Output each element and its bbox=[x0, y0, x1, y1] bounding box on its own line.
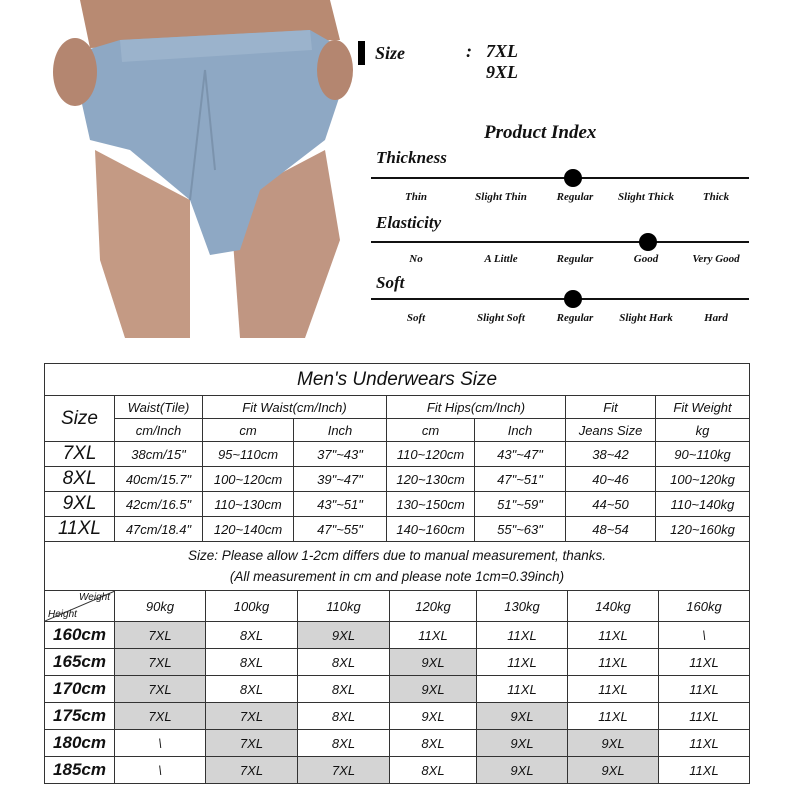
table-row bbox=[45, 442, 750, 467]
size-colon: : bbox=[466, 41, 472, 61]
cell: 120~160kg bbox=[656, 517, 750, 542]
height-cell: 170cm bbox=[45, 676, 115, 703]
scale-label: Good bbox=[633, 253, 659, 265]
table-row bbox=[45, 517, 750, 542]
weight-label: Weight bbox=[79, 592, 110, 603]
size-recommendation-cell: 8XL bbox=[206, 676, 298, 703]
size-recommendation-cell: 7XL bbox=[206, 730, 298, 757]
elasticity-title: Elasticity bbox=[376, 213, 442, 232]
size-recommendation-cell: 11XL bbox=[568, 622, 659, 649]
size-recommendation-cell: 8XL bbox=[206, 649, 298, 676]
row-size: 9XL bbox=[45, 492, 115, 517]
cell: 47cm/18.4" bbox=[115, 517, 203, 542]
product-photo bbox=[40, 0, 356, 338]
height-label: Height bbox=[48, 609, 77, 620]
size-recommendation-cell: 8XL bbox=[390, 730, 477, 757]
col-header: Waist(Tile) bbox=[115, 396, 203, 419]
cell: 38cm/15" bbox=[115, 442, 203, 467]
scale-label: Hard bbox=[704, 312, 728, 324]
sub-header: cm/Inch bbox=[115, 419, 203, 442]
weight-header: 120kg bbox=[390, 591, 477, 622]
scale-label: Regular bbox=[556, 253, 594, 265]
thickness-indicator bbox=[564, 169, 582, 187]
size-table-title: Men's Underwears Size bbox=[45, 364, 750, 396]
size-marker bbox=[358, 41, 365, 65]
elasticity-indicator bbox=[639, 233, 657, 251]
size-recommendation-cell: 9XL bbox=[568, 757, 659, 784]
weight-header: 110kg bbox=[298, 591, 390, 622]
scale-label: Slight Soft bbox=[477, 312, 525, 324]
cell: 42cm/16.5" bbox=[115, 492, 203, 517]
size-recommendation-cell: 9XL bbox=[390, 703, 477, 730]
size-recommendation-cell: 8XL bbox=[298, 676, 390, 703]
sub-header: Inch bbox=[294, 419, 387, 442]
size-recommendation-cell: 11XL bbox=[568, 703, 659, 730]
size-label: Size bbox=[375, 42, 406, 63]
size-recommendation-cell: 9XL bbox=[568, 730, 659, 757]
size-table bbox=[44, 363, 750, 591]
size-recommendation-cell: 7XL bbox=[206, 757, 298, 784]
col-header: Fit bbox=[566, 396, 656, 419]
cell: 110~130cm bbox=[203, 492, 294, 517]
size-recommendation-cell: 11XL bbox=[659, 757, 750, 784]
size-recommendation-cell: 8XL bbox=[298, 649, 390, 676]
weight-header: 100kg bbox=[206, 591, 298, 622]
cell: 43"~51" bbox=[294, 492, 387, 517]
size-recommendation-cell: 7XL bbox=[115, 676, 206, 703]
elasticity-scale bbox=[371, 241, 749, 243]
weight-header: 160kg bbox=[659, 591, 750, 622]
scale-label: Regular bbox=[556, 191, 594, 203]
size-recommendation-cell: 11XL bbox=[659, 676, 750, 703]
cell: 110~140kg bbox=[656, 492, 750, 517]
cell: 55"~63" bbox=[475, 517, 566, 542]
table-row bbox=[45, 730, 750, 757]
size-recommendation-cell: 11XL bbox=[477, 676, 568, 703]
cell: 110~120cm bbox=[387, 442, 475, 467]
size-chart bbox=[44, 363, 750, 784]
size-recommendation-cell: 8XL bbox=[298, 703, 390, 730]
size-header: Size bbox=[45, 396, 115, 442]
measurement-note bbox=[45, 542, 750, 591]
sub-header: Jeans Size bbox=[566, 419, 656, 442]
scale-label: No bbox=[409, 253, 423, 265]
size-info bbox=[358, 40, 519, 82]
cell: 47"~55" bbox=[294, 517, 387, 542]
sub-header: cm bbox=[387, 419, 475, 442]
cell: 120~140cm bbox=[203, 517, 294, 542]
size-recommendation-cell: 11XL bbox=[477, 622, 568, 649]
size-recommendation-cell: 7XL bbox=[115, 622, 206, 649]
size-recommendation-cell: 11XL bbox=[390, 622, 477, 649]
height-cell: 185cm bbox=[45, 757, 115, 784]
size-recommendation-cell: 8XL bbox=[390, 757, 477, 784]
cell: 51"~59" bbox=[475, 492, 566, 517]
size-recommendation-cell: 9XL bbox=[477, 703, 568, 730]
sub-header: Inch bbox=[475, 419, 566, 442]
table-row bbox=[45, 649, 750, 676]
cell: 40~46 bbox=[566, 467, 656, 492]
sub-header: kg bbox=[656, 419, 750, 442]
table-row bbox=[45, 676, 750, 703]
size-recommendation-cell: 8XL bbox=[206, 622, 298, 649]
product-index-title: Product Index bbox=[484, 122, 597, 143]
cell: 140~160cm bbox=[387, 517, 475, 542]
col-header: Fit Hips(cm/Inch) bbox=[387, 396, 566, 419]
sub-header: cm bbox=[203, 419, 294, 442]
size-recommendation-cell: 11XL bbox=[659, 703, 750, 730]
size-recommendation-cell: 11XL bbox=[477, 649, 568, 676]
size-recommendation-cell: \ bbox=[659, 622, 750, 649]
cell: 100~120cm bbox=[203, 467, 294, 492]
size-recommendation-cell: 9XL bbox=[390, 676, 477, 703]
table-row bbox=[45, 467, 750, 492]
cell: 40cm/15.7" bbox=[115, 467, 203, 492]
cell: 38~42 bbox=[566, 442, 656, 467]
scale-label: A Little bbox=[484, 253, 518, 265]
soft-indicator bbox=[564, 290, 582, 308]
size-recommendation-cell: \ bbox=[115, 757, 206, 784]
scale-label: Slight Hark bbox=[619, 312, 673, 324]
size-recommendation-cell: 8XL bbox=[298, 730, 390, 757]
thickness-scale bbox=[371, 177, 749, 179]
size-recommendation-cell: 11XL bbox=[659, 730, 750, 757]
size-recommendation-cell: 7XL bbox=[206, 703, 298, 730]
cell: 47"~51" bbox=[475, 467, 566, 492]
note-line-2: (All measurement in cm and please note 1cm=0.39inch) bbox=[229, 569, 565, 584]
cell: 95~110cm bbox=[203, 442, 294, 467]
size-recommendation-cell: \ bbox=[115, 730, 206, 757]
cell: 100~120kg bbox=[656, 467, 750, 492]
scale-label: Soft bbox=[406, 312, 426, 324]
weight-header: 130kg bbox=[477, 591, 568, 622]
height-cell: 175cm bbox=[45, 703, 115, 730]
table-row bbox=[45, 703, 750, 730]
scale-label: Thick bbox=[702, 191, 730, 203]
size-recommendation-cell: 11XL bbox=[568, 649, 659, 676]
height-cell: 160cm bbox=[45, 622, 115, 649]
col-header: Fit Waist(cm/Inch) bbox=[203, 396, 387, 419]
size-value: 7XL 9XL bbox=[486, 41, 519, 82]
height-cell: 165cm bbox=[45, 649, 115, 676]
size-recommendation-cell: 9XL bbox=[390, 649, 477, 676]
size-recommendation-cell: 9XL bbox=[477, 730, 568, 757]
scale-label: Very Good bbox=[692, 253, 740, 265]
table-row bbox=[45, 757, 750, 784]
size-recommendation-cell: 11XL bbox=[568, 676, 659, 703]
size-recommendation-cell: 9XL bbox=[477, 757, 568, 784]
weight-header: 90kg bbox=[115, 591, 206, 622]
thickness-title: Thickness bbox=[376, 148, 447, 167]
scale-label: Slight Thin bbox=[475, 191, 527, 203]
table-row bbox=[45, 492, 750, 517]
scale-label: Thin bbox=[404, 191, 427, 203]
row-size: 8XL bbox=[45, 467, 115, 492]
scale-label: Regular bbox=[556, 312, 594, 324]
cell: 37"~43" bbox=[294, 442, 387, 467]
cell: 48~54 bbox=[566, 517, 656, 542]
scale-label: Slight Thick bbox=[618, 191, 674, 203]
cell: 120~130cm bbox=[387, 467, 475, 492]
size-recommendation-cell: 7XL bbox=[298, 757, 390, 784]
cell: 44~50 bbox=[566, 492, 656, 517]
height-cell: 180cm bbox=[45, 730, 115, 757]
soft-scale bbox=[371, 298, 749, 300]
note-line-1: Size: Please allow 1-2cm differs due to manual measurement, thanks. bbox=[188, 548, 606, 563]
row-size: 7XL bbox=[45, 442, 115, 467]
weight-height-corner bbox=[45, 591, 115, 622]
size-recommendation-cell: 7XL bbox=[115, 649, 206, 676]
size-recommendation-cell: 9XL bbox=[298, 622, 390, 649]
cell: 43"~47" bbox=[475, 442, 566, 467]
size-recommendation-cell: 7XL bbox=[115, 703, 206, 730]
cell: 90~110kg bbox=[656, 442, 750, 467]
col-header: Fit Weight bbox=[656, 396, 750, 419]
cell: 39"~47" bbox=[294, 467, 387, 492]
cell: 130~150cm bbox=[387, 492, 475, 517]
table-row bbox=[45, 622, 750, 649]
soft-title: Soft bbox=[376, 273, 405, 292]
weight-header: 140kg bbox=[568, 591, 659, 622]
weight-height-table bbox=[44, 590, 750, 784]
row-size: 11XL bbox=[45, 517, 115, 542]
size-recommendation-cell: 11XL bbox=[659, 649, 750, 676]
